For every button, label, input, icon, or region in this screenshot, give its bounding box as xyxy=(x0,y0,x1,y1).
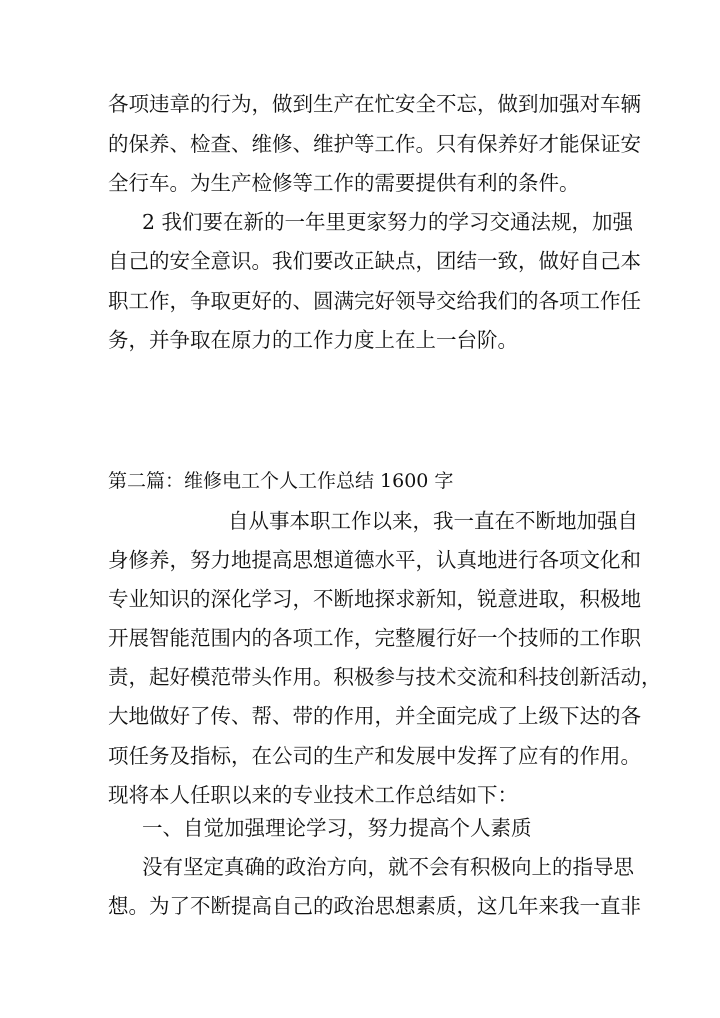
paragraph-3-line-1: 自从事本职工作以来，我一直在不断地加强自 xyxy=(228,509,638,533)
paragraph-3-line-7: 项任务及指标，在公司的生产和发展中发挥了应有的作用。 xyxy=(108,744,641,768)
paragraph-4-line-2: 想。为了不断提高自己的政治思想素质，这几年来我一直非 xyxy=(108,894,641,918)
paragraph-4-line-1: 没有坚定真确的政治方向，就不会有积极向上的指导思 xyxy=(142,855,634,879)
paragraph-2-line-1: 2 我们要在新的一年里更家努力的学习交通法规，加强 xyxy=(142,210,634,234)
paragraph-1-line-2: 的保养、检查、维修、维护等工作。只有保养好才能保证安 xyxy=(108,132,641,156)
section-heading: 第二篇：维修电工个人工作总结 1600 字 xyxy=(108,470,454,492)
paragraph-3-line-3: 专业知识的深化学习，不断地探求新知，锐意进取，积极地 xyxy=(108,587,641,611)
paragraph-1-line-1: 各项违章的行为，做到生产在忙安全不忘，做到加强对车辆 xyxy=(108,92,641,116)
paragraph-2-line-4: 务，并争取在原力的工作力度上在上一台阶。 xyxy=(108,328,518,352)
paragraph-3-line-5: 责，起好模范带头作用。积极参与技术交流和科技创新活动， xyxy=(108,665,662,689)
paragraph-3-line-2: 身修养，努力地提高思想道德水平，认真地进行各项文化和 xyxy=(108,548,641,572)
paragraph-2-line-3: 职工作，争取更好的、圆满完好领导交给我们的各项工作任 xyxy=(108,289,641,313)
paragraph-3-line-8: 现将本人任职以来的专业技术工作总结如下： xyxy=(108,783,518,807)
subheading-1: 一、自觉加强理论学习，努力提高个人素质 xyxy=(142,816,532,840)
paragraph-2-line-2: 自己的安全意识。我们要改正缺点，团结一致，做好自己本 xyxy=(108,249,641,273)
paragraph-3-line-6: 大地做好了传、帮、带的作用，并全面完成了上级下达的各 xyxy=(108,704,641,728)
paragraph-1-line-3: 全行车。为生产检修等工作的需要提供有利的条件。 xyxy=(108,171,580,195)
paragraph-3-line-4: 开展智能范围内的各项工作，完整履行好一个技师的工作职 xyxy=(108,626,641,650)
